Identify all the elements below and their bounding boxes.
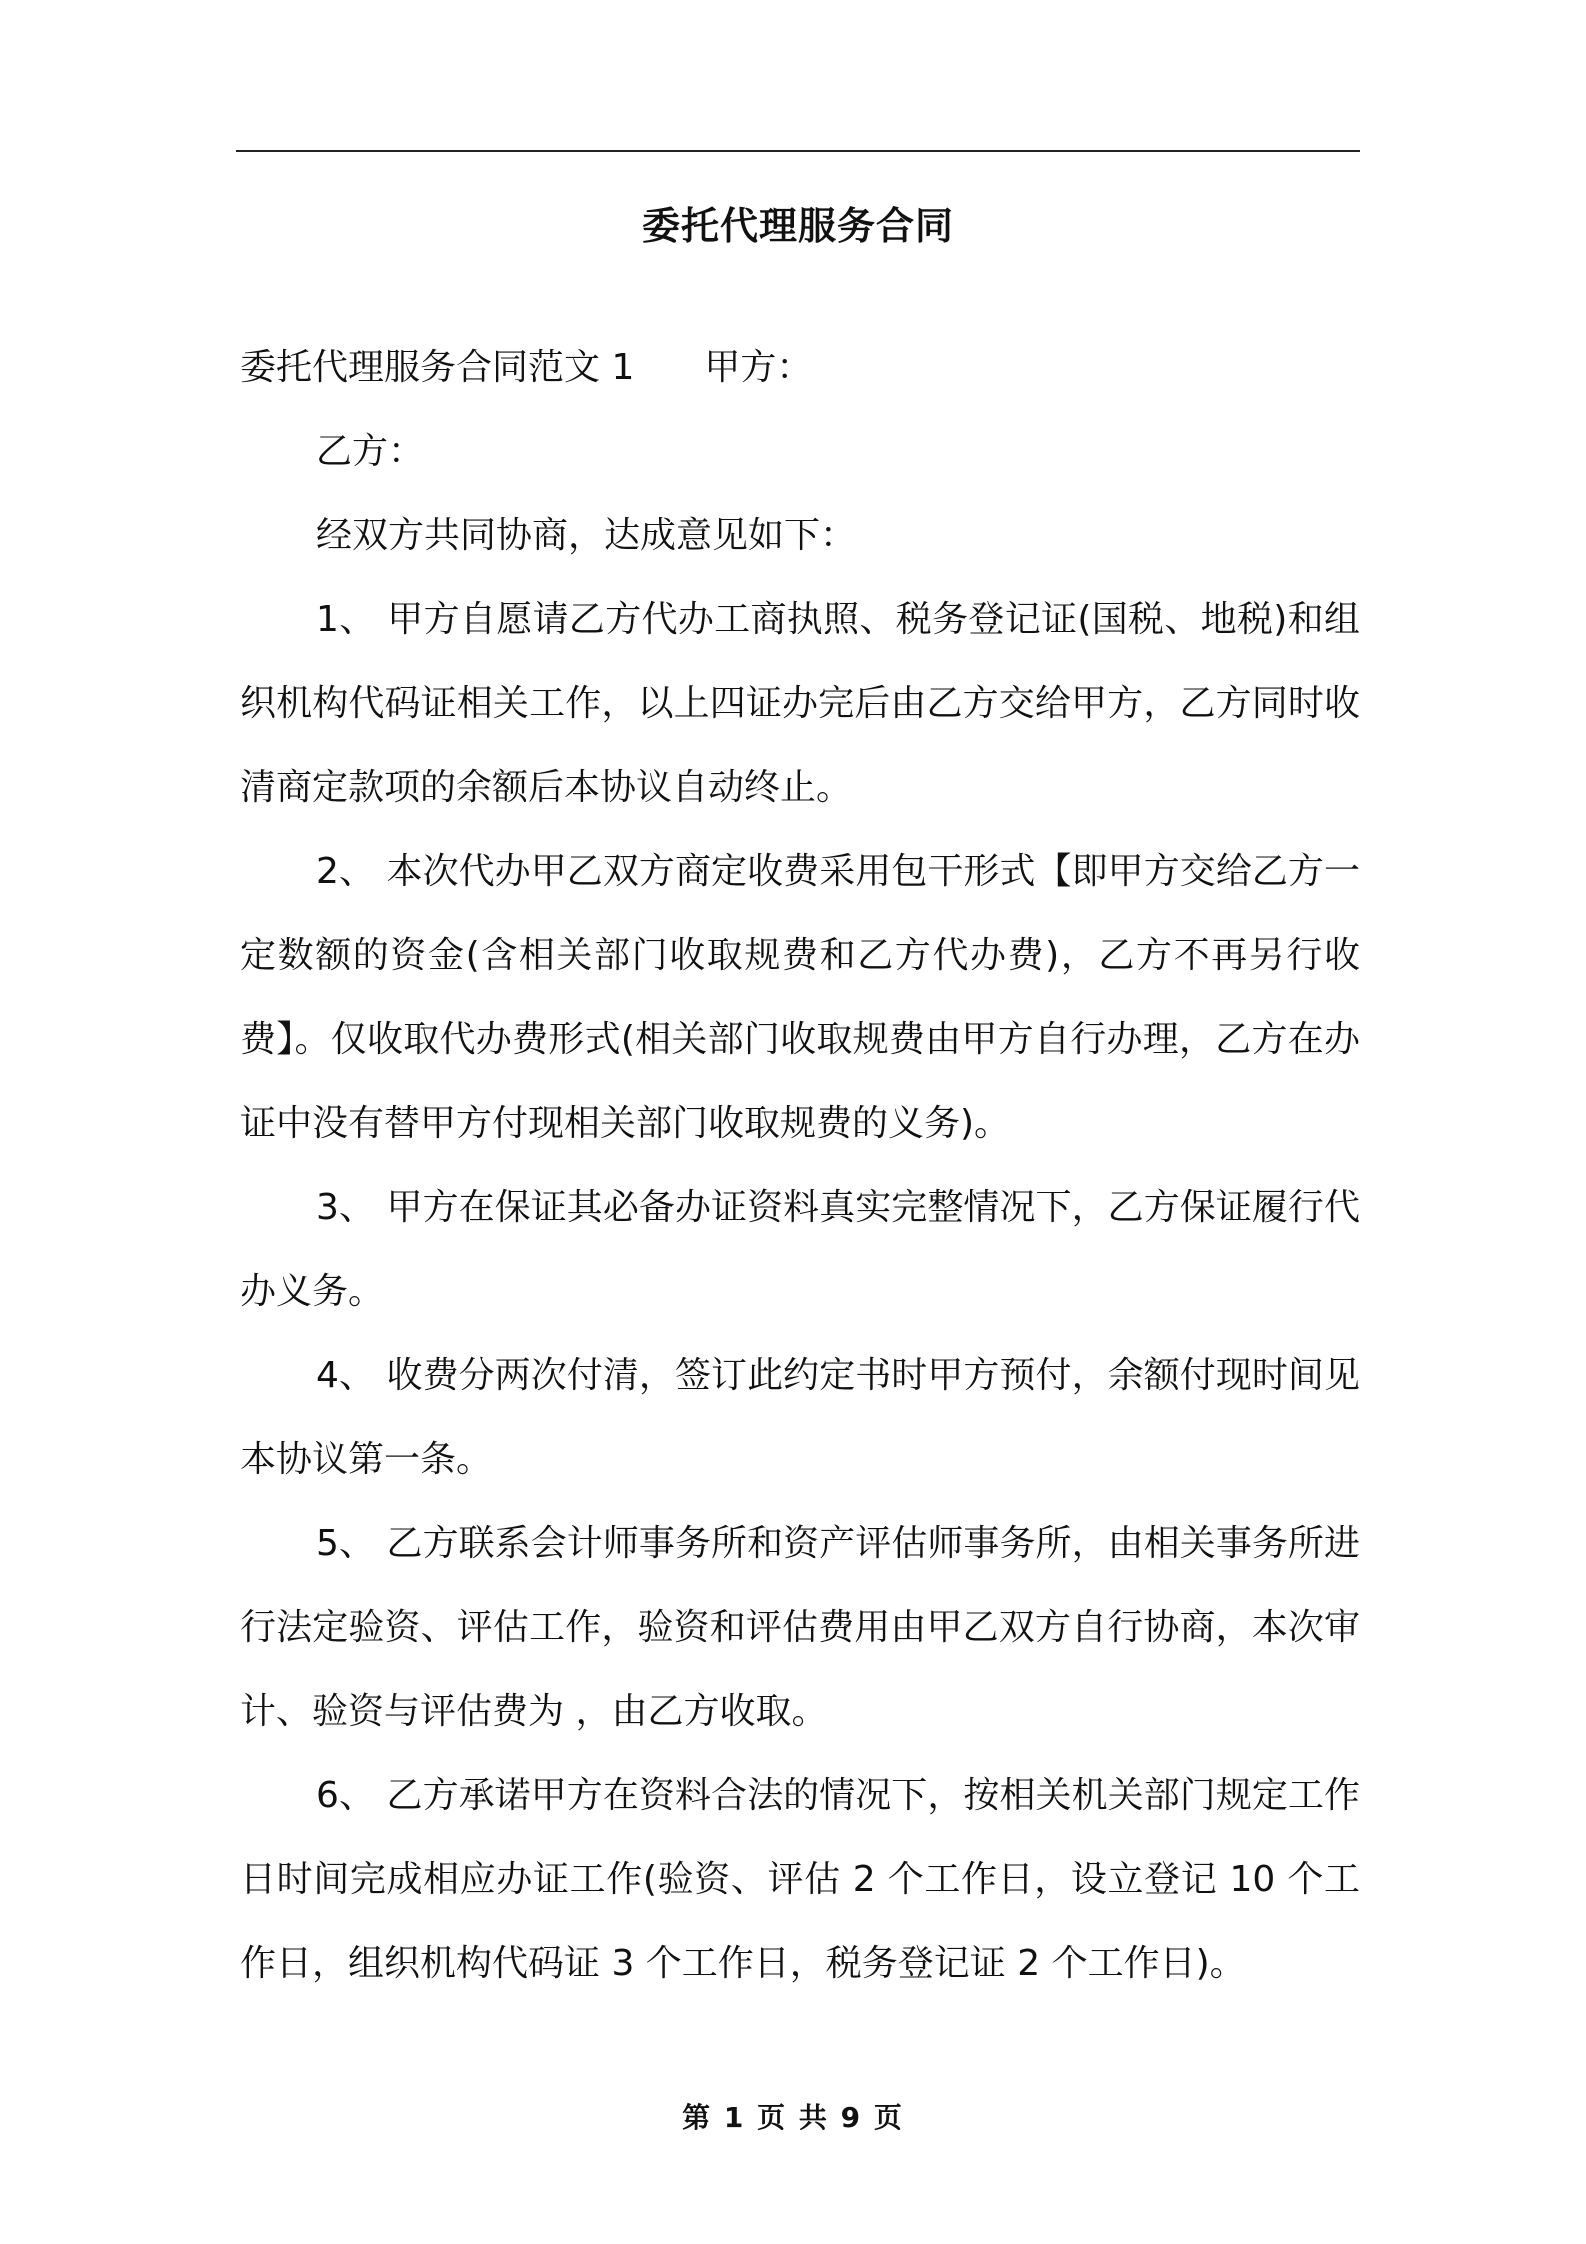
party-b-label: 乙方： <box>316 431 425 472</box>
clause-6: 6、 乙方承诺甲方在资料合法的情况下，按相关机关部门规定工作日时间完成相应办证工作(验资、评估 2 个工作日，设立登记 10 个工作日，组织机构代码证 3 个工作日，税务登记证 2 个工作日)。 <box>240 1775 1360 1984</box>
agreement-line: 经双方共同协商，达成意见如下： <box>316 515 857 556</box>
page-number-footer: 第 1 页 共 9 页 <box>682 2101 904 2134</box>
clause-2: 2、 本次代办甲乙双方商定收费采用包干形式【即甲方交给乙方一定数额的资金(含相关部门收取规费和乙方代办费)，乙方不再另行收费】。仅收取代办费形式(相关部门收取规费由甲方自行办理，乙方在办证中没有替甲方付现相关部门收取规费的义务)。 <box>240 851 1360 1144</box>
document-body <box>240 326 1360 2006</box>
party-a-label: 甲方： <box>704 347 813 388</box>
intro-line <box>240 326 1360 410</box>
clause-3: 3、 甲方在保证其必备办证资料真实完整情况下，乙方保证履行代办义务。 <box>240 1187 1360 1312</box>
header-rule <box>236 150 1360 152</box>
clause-1: 1、 甲方自愿请乙方代办工商执照、税务登记证(国税、地税)和组织机构代码证相关工作，以上四证办完后由乙方交给甲方，乙方同时收清商定款项的余额后本协议自动终止。 <box>240 599 1360 808</box>
document-title: 委托代理服务合同 <box>641 204 954 248</box>
intro-label: 委托代理服务合同范文 1 <box>240 347 635 388</box>
clause-4: 4、 收费分两次付清，签订此约定书时甲方预付，余额付现时间见本协议第一条。 <box>240 1355 1360 1480</box>
clause-5: 5、 乙方联系会计师事务所和资产评估师事务所，由相关事务所进行法定验资、评估工作，验资和评估费用由甲乙双方自行协商，本次审计、验资与评估费为 ，由乙方收取。 <box>240 1523 1360 1732</box>
